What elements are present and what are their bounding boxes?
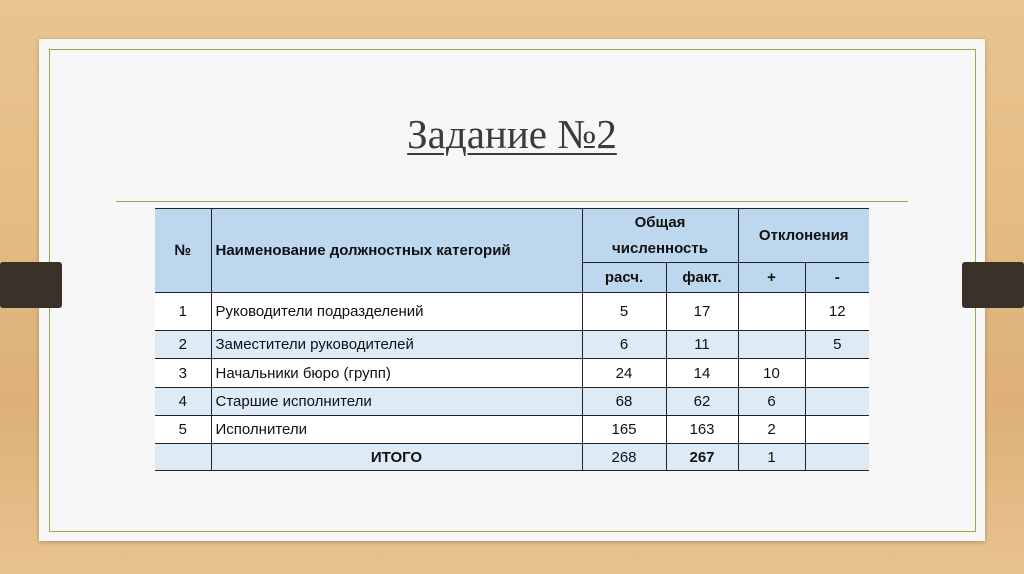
header-deviation: Отклонения xyxy=(738,209,869,263)
header-calc: расч. xyxy=(582,263,666,293)
total-fact: 267 xyxy=(666,444,738,471)
table-row xyxy=(155,416,869,444)
total-label: ИТОГО xyxy=(211,444,582,471)
cell-fact: 17 xyxy=(666,293,738,331)
cell-plus: 6 xyxy=(738,388,805,416)
staff-table xyxy=(155,208,869,471)
cell-plus xyxy=(738,293,805,331)
total-row xyxy=(155,444,869,471)
table-row xyxy=(155,331,869,359)
header-fact: факт. xyxy=(666,263,738,293)
cell-minus: 5 xyxy=(805,331,869,359)
cell-calc: 68 xyxy=(582,388,666,416)
cell-plus xyxy=(738,331,805,359)
cell-minus xyxy=(805,359,869,388)
cell-num: 5 xyxy=(155,416,211,444)
header-num: № xyxy=(155,209,211,293)
total-num xyxy=(155,444,211,471)
cell-name: Заместители руководителей xyxy=(211,331,582,359)
cell-plus: 2 xyxy=(738,416,805,444)
cell-fact: 11 xyxy=(666,331,738,359)
total-plus: 1 xyxy=(738,444,805,471)
cell-calc: 165 xyxy=(582,416,666,444)
total-calc: 268 xyxy=(582,444,666,471)
cell-num: 4 xyxy=(155,388,211,416)
slide-title: Задание №2 xyxy=(407,111,617,157)
table-row xyxy=(155,359,869,388)
left-strap-overlay xyxy=(0,262,62,308)
cell-calc: 6 xyxy=(582,331,666,359)
cell-num: 3 xyxy=(155,359,211,388)
cell-minus: 12 xyxy=(805,293,869,331)
cell-fact: 62 xyxy=(666,388,738,416)
cell-calc: 24 xyxy=(582,359,666,388)
cell-name: Старшие исполнители xyxy=(211,388,582,416)
cell-calc: 5 xyxy=(582,293,666,331)
header-total: Общая численность xyxy=(582,209,738,263)
header-plus: + xyxy=(738,263,805,293)
cell-name: Начальники бюро (групп) xyxy=(211,359,582,388)
total-minus xyxy=(805,444,869,471)
cell-name: Руководители подразделений xyxy=(211,293,582,331)
header-minus: - xyxy=(805,263,869,293)
cell-fact: 163 xyxy=(666,416,738,444)
header-name: Наименование должностных категорий xyxy=(211,209,582,293)
cell-fact: 14 xyxy=(666,359,738,388)
table-row xyxy=(155,388,869,416)
title-divider xyxy=(116,201,908,202)
cell-name: Исполнители xyxy=(211,416,582,444)
cell-minus xyxy=(805,416,869,444)
table-row xyxy=(155,293,869,331)
cell-num: 1 xyxy=(155,293,211,331)
cell-plus: 10 xyxy=(738,359,805,388)
cell-minus xyxy=(805,388,869,416)
cell-num: 2 xyxy=(155,331,211,359)
right-strap-overlay xyxy=(962,262,1024,308)
